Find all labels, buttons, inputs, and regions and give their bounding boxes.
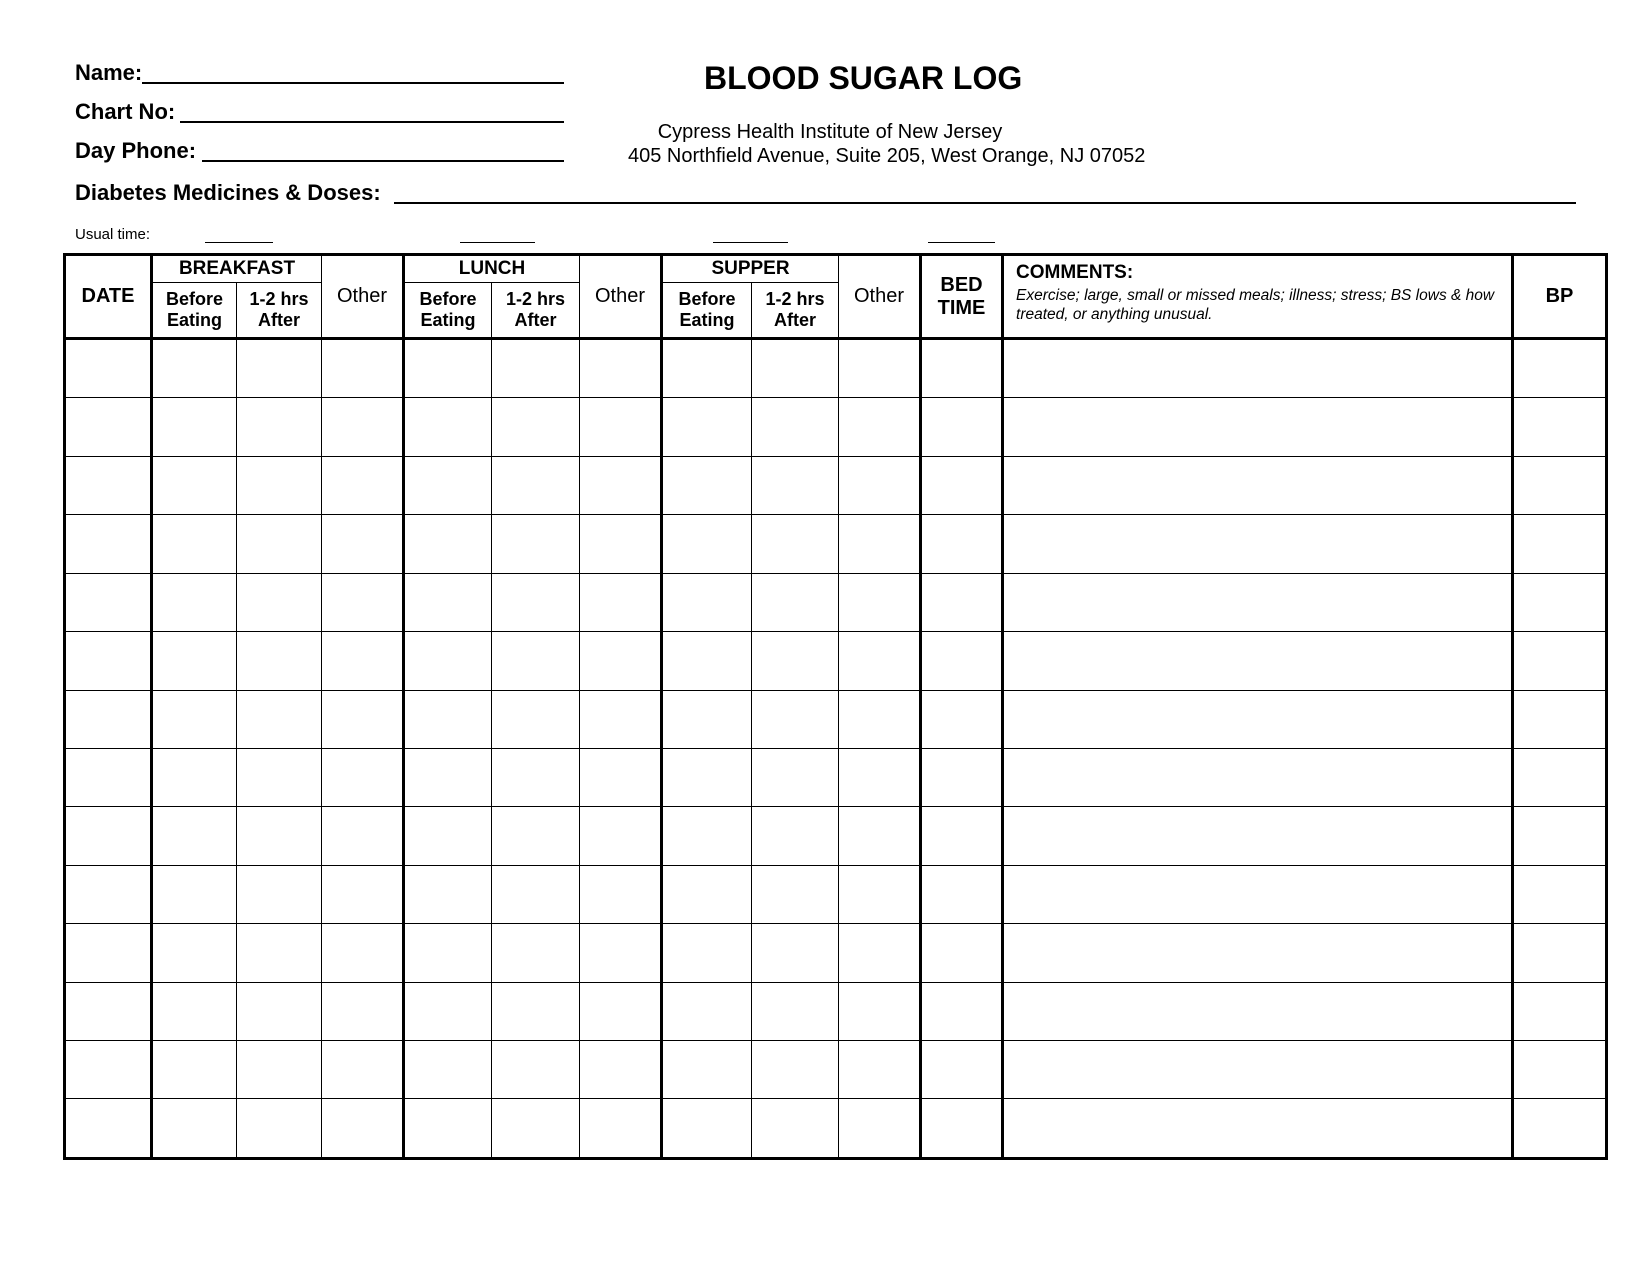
lunch-before-cell[interactable]	[404, 339, 492, 398]
lunch-other-cell[interactable]	[580, 924, 662, 982]
usual-time-supper-field[interactable]	[713, 242, 788, 243]
lunch-before-cell[interactable]	[404, 924, 492, 982]
log-row	[65, 748, 1607, 806]
breakfast-before-cell[interactable]	[152, 748, 237, 806]
lunch-before-cell[interactable]	[404, 573, 492, 631]
breakfast-other-cell[interactable]	[322, 339, 404, 398]
supper-after-cell[interactable]	[752, 573, 839, 631]
date-cell[interactable]	[65, 339, 152, 398]
supper-other-cell[interactable]	[839, 573, 921, 631]
bp-cell[interactable]	[1513, 456, 1607, 514]
lunch-before-cell[interactable]	[404, 456, 492, 514]
supper-before-cell[interactable]	[662, 456, 752, 514]
breakfast-other-cell[interactable]	[322, 982, 404, 1040]
breakfast-after-header: 1-2 hrs After	[237, 283, 322, 339]
breakfast-other-cell[interactable]	[322, 1099, 404, 1159]
lunch-other-header: Other	[580, 255, 662, 339]
supper-before-cell[interactable]	[662, 515, 752, 573]
bed-time-cell[interactable]	[921, 632, 1003, 690]
bp-cell[interactable]	[1513, 339, 1607, 398]
supper-before-cell[interactable]	[662, 398, 752, 456]
supper-after-cell[interactable]	[752, 632, 839, 690]
supper-before-cell[interactable]	[662, 982, 752, 1040]
date-cell[interactable]	[65, 807, 152, 865]
breakfast-after-cell[interactable]	[237, 807, 322, 865]
day-phone-field[interactable]	[202, 160, 564, 162]
supper-before-cell[interactable]	[662, 865, 752, 923]
comments-header	[1003, 255, 1513, 339]
comments-cell[interactable]	[1003, 924, 1513, 982]
supper-other-cell[interactable]	[839, 1099, 921, 1159]
supper-other-cell[interactable]	[839, 515, 921, 573]
lunch-after-cell[interactable]	[492, 632, 580, 690]
bp-cell[interactable]	[1513, 1041, 1607, 1099]
comments-cell[interactable]	[1003, 398, 1513, 456]
breakfast-other-cell[interactable]	[322, 398, 404, 456]
breakfast-after-cell[interactable]	[237, 924, 322, 982]
breakfast-other-header: Other	[322, 255, 404, 339]
comments-cell[interactable]	[1003, 1099, 1513, 1159]
bed-time-cell[interactable]	[921, 748, 1003, 806]
lunch-before-eating-header: Before Eating	[404, 283, 492, 339]
breakfast-before-cell[interactable]	[152, 807, 237, 865]
supper-after-cell[interactable]	[752, 1099, 839, 1159]
lunch-after-cell[interactable]	[492, 339, 580, 398]
name-label: Name:	[75, 60, 143, 85]
bp-cell[interactable]	[1513, 982, 1607, 1040]
lunch-other-cell[interactable]	[580, 573, 662, 631]
chart-no-field[interactable]	[180, 121, 564, 123]
medicines-field[interactable]	[394, 202, 1576, 204]
org-address: 405 Northfield Avenue, Suite 205, West Orange, NJ 07052	[628, 145, 1146, 167]
date-cell[interactable]	[65, 924, 152, 982]
blood-sugar-table	[63, 253, 1608, 1160]
lunch-other-cell[interactable]	[580, 982, 662, 1040]
lunch-after-cell[interactable]	[492, 456, 580, 514]
supper-before-cell[interactable]	[662, 924, 752, 982]
lunch-header: LUNCH	[404, 255, 580, 283]
breakfast-after-cell[interactable]	[237, 748, 322, 806]
usual-time-breakfast-field[interactable]	[205, 242, 273, 243]
breakfast-before-cell[interactable]	[152, 573, 237, 631]
lunch-other-cell[interactable]	[580, 1099, 662, 1159]
breakfast-other-cell[interactable]	[322, 748, 404, 806]
log-row	[65, 632, 1607, 690]
breakfast-before-eating-header: Before Eating	[152, 283, 237, 339]
breakfast-other-cell[interactable]	[322, 807, 404, 865]
bp-cell[interactable]	[1513, 398, 1607, 456]
lunch-other-cell[interactable]	[580, 515, 662, 573]
supper-after-cell[interactable]	[752, 398, 839, 456]
supper-before-cell[interactable]	[662, 1099, 752, 1159]
bp-cell[interactable]	[1513, 865, 1607, 923]
supper-after-cell[interactable]	[752, 515, 839, 573]
comments-cell[interactable]	[1003, 1041, 1513, 1099]
usual-time-bed-field[interactable]	[928, 242, 995, 243]
lunch-other-cell[interactable]	[580, 865, 662, 923]
breakfast-after-cell[interactable]	[237, 456, 322, 514]
comments-cell[interactable]	[1003, 807, 1513, 865]
supper-after-cell[interactable]	[752, 865, 839, 923]
bed-time-header	[921, 255, 1003, 339]
date-cell[interactable]	[65, 398, 152, 456]
supper-other-cell[interactable]	[839, 865, 921, 923]
breakfast-other-cell[interactable]	[322, 632, 404, 690]
lunch-other-cell[interactable]	[580, 339, 662, 398]
lunch-before-cell[interactable]	[404, 632, 492, 690]
supper-other-cell[interactable]	[839, 456, 921, 514]
date-header: DATE	[65, 255, 152, 339]
breakfast-before-cell[interactable]	[152, 1099, 237, 1159]
breakfast-after-cell[interactable]	[237, 573, 322, 631]
log-row	[65, 456, 1607, 514]
lunch-after-cell[interactable]	[492, 515, 580, 573]
lunch-after-cell[interactable]	[492, 865, 580, 923]
supper-before-cell[interactable]	[662, 1041, 752, 1099]
lunch-after-cell[interactable]	[492, 924, 580, 982]
lunch-after-cell[interactable]	[492, 1041, 580, 1099]
breakfast-after-cell[interactable]	[237, 632, 322, 690]
lunch-after-header: 1-2 hrs After	[492, 283, 580, 339]
bed-time-cell[interactable]	[921, 1041, 1003, 1099]
supper-other-cell[interactable]	[839, 807, 921, 865]
lunch-before-cell[interactable]	[404, 748, 492, 806]
breakfast-other-cell[interactable]	[322, 924, 404, 982]
lunch-before-cell[interactable]	[404, 807, 492, 865]
bp-cell[interactable]	[1513, 690, 1607, 748]
bp-header: BP	[1513, 255, 1607, 339]
comments-description: Exercise; large, small or missed meals; illness; stress; BS lows & how treated, or anything unusual.	[1016, 287, 1495, 323]
lunch-other-cell[interactable]	[580, 690, 662, 748]
day-phone-label: Day Phone:	[75, 138, 197, 163]
comments-cell[interactable]	[1003, 690, 1513, 748]
lunch-before-cell[interactable]	[404, 1099, 492, 1159]
bed-time-cell[interactable]	[921, 515, 1003, 573]
usual-time-lunch-field[interactable]	[460, 242, 535, 243]
breakfast-after-cell[interactable]	[237, 1041, 322, 1099]
org-name: Cypress Health Institute of New Jersey	[657, 121, 1003, 143]
comments-cell[interactable]	[1003, 339, 1513, 398]
page-title: BLOOD SUGAR LOG	[704, 60, 1023, 96]
breakfast-after-cell[interactable]	[237, 1099, 322, 1159]
name-field[interactable]	[142, 82, 564, 84]
breakfast-after-cell[interactable]	[237, 982, 322, 1040]
bp-cell[interactable]	[1513, 924, 1607, 982]
breakfast-other-cell[interactable]	[322, 573, 404, 631]
supper-other-header: Other	[839, 255, 921, 339]
bed-time-cell[interactable]	[921, 982, 1003, 1040]
breakfast-after-cell[interactable]	[237, 865, 322, 923]
comments-cell[interactable]	[1003, 748, 1513, 806]
supper-other-cell[interactable]	[839, 924, 921, 982]
supper-after-header: 1-2 hrs After	[752, 283, 839, 339]
date-cell[interactable]	[65, 632, 152, 690]
comments-cell[interactable]	[1003, 865, 1513, 923]
log-row	[65, 573, 1607, 631]
lunch-after-cell[interactable]	[492, 690, 580, 748]
lunch-other-cell[interactable]	[580, 748, 662, 806]
date-cell[interactable]	[65, 1041, 152, 1099]
supper-before-cell[interactable]	[662, 573, 752, 631]
breakfast-after-cell[interactable]	[237, 515, 322, 573]
bp-cell[interactable]	[1513, 632, 1607, 690]
breakfast-after-cell[interactable]	[237, 398, 322, 456]
breakfast-before-cell[interactable]	[152, 865, 237, 923]
breakfast-other-cell[interactable]	[322, 690, 404, 748]
bed-time-cell[interactable]	[921, 573, 1003, 631]
comments-cell[interactable]	[1003, 982, 1513, 1040]
bed-time-cell[interactable]	[921, 865, 1003, 923]
medicines-label: Diabetes Medicines & Doses:	[75, 180, 381, 205]
log-row	[65, 924, 1607, 982]
supper-after-cell[interactable]	[752, 690, 839, 748]
supper-other-cell[interactable]	[839, 398, 921, 456]
date-cell[interactable]	[65, 748, 152, 806]
breakfast-after-cell[interactable]	[237, 690, 322, 748]
bp-cell[interactable]	[1513, 807, 1607, 865]
bed-time-cell[interactable]	[921, 398, 1003, 456]
breakfast-before-cell[interactable]	[152, 456, 237, 514]
supper-before-eating-header: Before Eating	[662, 283, 752, 339]
breakfast-before-cell[interactable]	[152, 924, 237, 982]
lunch-other-cell[interactable]	[580, 398, 662, 456]
bed-time-cell[interactable]	[921, 807, 1003, 865]
bed-time-line1: BED	[940, 273, 983, 296]
supper-other-cell[interactable]	[839, 632, 921, 690]
date-cell[interactable]	[65, 573, 152, 631]
comments-cell[interactable]	[1003, 515, 1513, 573]
breakfast-other-cell[interactable]	[322, 515, 404, 573]
supper-other-cell[interactable]	[839, 690, 921, 748]
supper-other-cell[interactable]	[839, 1041, 921, 1099]
date-cell[interactable]	[65, 982, 152, 1040]
bed-time-cell[interactable]	[921, 339, 1003, 398]
lunch-before-cell[interactable]	[404, 515, 492, 573]
supper-after-cell[interactable]	[752, 1041, 839, 1099]
supper-other-cell[interactable]	[839, 339, 921, 398]
breakfast-before-cell[interactable]	[152, 1041, 237, 1099]
breakfast-before-cell[interactable]	[152, 339, 237, 398]
supper-before-cell[interactable]	[662, 632, 752, 690]
supper-before-cell[interactable]	[662, 807, 752, 865]
breakfast-other-cell[interactable]	[322, 1041, 404, 1099]
supper-after-cell[interactable]	[752, 748, 839, 806]
breakfast-before-cell[interactable]	[152, 690, 237, 748]
lunch-before-cell[interactable]	[404, 1041, 492, 1099]
bp-cell[interactable]	[1513, 573, 1607, 631]
supper-after-cell[interactable]	[752, 982, 839, 1040]
lunch-before-cell[interactable]	[404, 865, 492, 923]
supper-after-cell[interactable]	[752, 807, 839, 865]
date-cell[interactable]	[65, 515, 152, 573]
lunch-after-cell[interactable]	[492, 573, 580, 631]
lunch-after-cell[interactable]	[492, 398, 580, 456]
log-row	[65, 982, 1607, 1040]
lunch-other-cell[interactable]	[580, 807, 662, 865]
supper-after-cell[interactable]	[752, 339, 839, 398]
lunch-before-cell[interactable]	[404, 690, 492, 748]
breakfast-header: BREAKFAST	[152, 255, 322, 283]
supper-after-cell[interactable]	[752, 456, 839, 514]
breakfast-before-cell[interactable]	[152, 632, 237, 690]
comments-title: COMMENTS:	[1016, 262, 1134, 283]
log-row	[65, 865, 1607, 923]
comments-cell[interactable]	[1003, 456, 1513, 514]
supper-after-cell[interactable]	[752, 924, 839, 982]
lunch-other-cell[interactable]	[580, 632, 662, 690]
supper-header: SUPPER	[662, 255, 839, 283]
bp-cell[interactable]	[1513, 1099, 1607, 1159]
usual-time-label: Usual time:	[75, 226, 151, 243]
lunch-after-cell[interactable]	[492, 748, 580, 806]
date-cell[interactable]	[65, 690, 152, 748]
lunch-after-cell[interactable]	[492, 807, 580, 865]
supper-other-cell[interactable]	[839, 982, 921, 1040]
bed-time-cell[interactable]	[921, 1099, 1003, 1159]
lunch-other-cell[interactable]	[580, 1041, 662, 1099]
bed-time-line2: TIME	[937, 296, 986, 319]
breakfast-other-cell[interactable]	[322, 865, 404, 923]
breakfast-after-cell[interactable]	[237, 339, 322, 398]
log-row	[65, 398, 1607, 456]
log-row	[65, 1041, 1607, 1099]
bed-time-cell[interactable]	[921, 690, 1003, 748]
lunch-before-cell[interactable]	[404, 398, 492, 456]
date-cell[interactable]	[65, 456, 152, 514]
bed-time-cell[interactable]	[921, 924, 1003, 982]
breakfast-other-cell[interactable]	[322, 456, 404, 514]
log-row	[65, 339, 1607, 398]
lunch-after-cell[interactable]	[492, 1099, 580, 1159]
comments-cell[interactable]	[1003, 632, 1513, 690]
lunch-after-cell[interactable]	[492, 982, 580, 1040]
log-row	[65, 807, 1607, 865]
supper-before-cell[interactable]	[662, 748, 752, 806]
breakfast-before-cell[interactable]	[152, 515, 237, 573]
lunch-other-cell[interactable]	[580, 456, 662, 514]
lunch-before-cell[interactable]	[404, 982, 492, 1040]
chart-no-label: Chart No:	[75, 99, 176, 124]
supper-before-cell[interactable]	[662, 339, 752, 398]
supper-before-cell[interactable]	[662, 690, 752, 748]
breakfast-before-cell[interactable]	[152, 398, 237, 456]
supper-other-cell[interactable]	[839, 748, 921, 806]
log-row	[65, 1099, 1607, 1159]
comments-cell[interactable]	[1003, 573, 1513, 631]
log-row	[65, 690, 1607, 748]
date-cell[interactable]	[65, 865, 152, 923]
breakfast-before-cell[interactable]	[152, 982, 237, 1040]
bp-cell[interactable]	[1513, 748, 1607, 806]
log-body	[65, 339, 1607, 1159]
bed-time-cell[interactable]	[921, 456, 1003, 514]
date-cell[interactable]	[65, 1099, 152, 1159]
log-row	[65, 515, 1607, 573]
bp-cell[interactable]	[1513, 515, 1607, 573]
